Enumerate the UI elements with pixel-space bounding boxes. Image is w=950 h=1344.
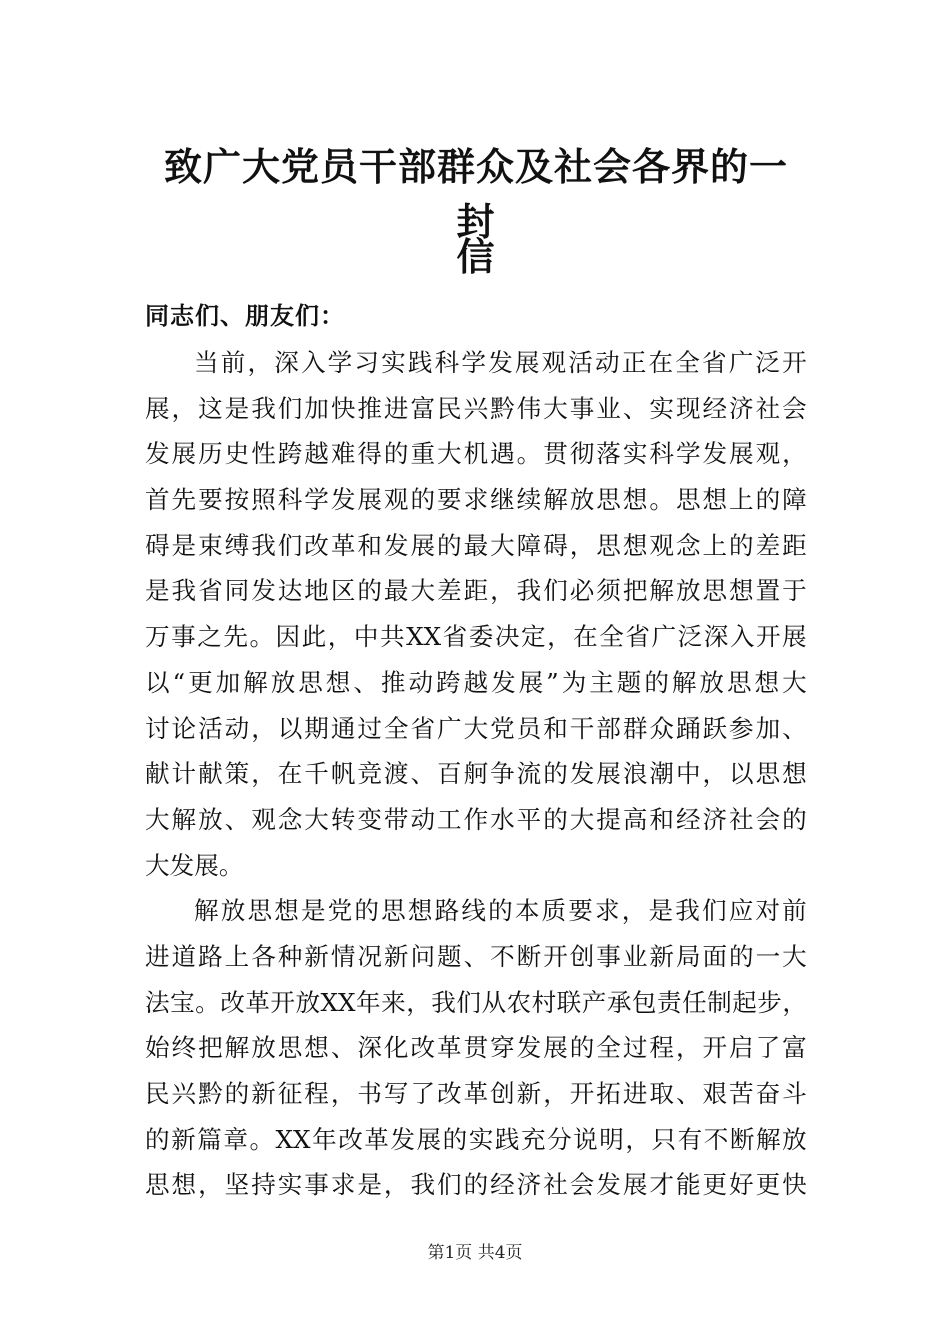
- body-line: 万 事 之 先 。 因 此 ， 中 共 XX 省 委 决 定 ， 在 全 省 广 泛 深 入 开 展: [145, 622, 807, 652]
- body-line: 展 ， 这 是 我 们 加 快 推 进 富 民 兴 黔 伟 大 事 业 、 实 现 经 济 社 会: [145, 393, 807, 423]
- body-line: 讨 论 活 动 ， 以 期 通 过 全 省 广 大 党 员 和 干 部 群 众 踊 跃 参 加 、: [145, 713, 807, 743]
- body-line: 进 道 路 上 各 种 新 情 况 新 问 题 、 不 断 开 创 事 业 新 局 面 的 一 大: [145, 941, 807, 971]
- body-line: 大 发 展 。: [145, 850, 244, 880]
- body-line: 始 终 把 解 放 思 想 、 深 化 改 革 贯 穿 发 展 的 全 过 程 ， 开 启 了 富: [145, 1033, 807, 1063]
- body-line: 大 解 放 、 观 念 大 转 变 带 动 工 作 水 平 的 大 提 高 和 经 济 社 会 的: [145, 804, 807, 834]
- body-line: 当 前 ， 深 入 学 习 实 践 科 学 发 展 观 活 动 正 在 全 省 广 泛 开: [194, 348, 807, 377]
- document-title-line-1: 致广大党员干部群众及社会各界的一封: [163, 145, 788, 244]
- body-line: 法 宝 。 改 革 开 放 XX 年 来 ， 我 们 从 农 村 联 产 承 包 责 任 制 起 步 ，: [145, 987, 807, 1017]
- body-line: 思 想 ， 坚 持 实 事 求 是 ， 我 们 的 经 济 社 会 发 展 才 能 更 好 更 快: [145, 1170, 807, 1200]
- body-line: 献 计 献 策 ， 在 千 帆 竞 渡 、 百 舸 争 流 的 发 展 浪 潮 中 ， 以 思 想: [145, 759, 807, 789]
- salutation: 同志们、朋友们：: [145, 302, 345, 330]
- body-line: 的 新 篇 章 。 XX 年 改 革 发 展 的 实 践 充 分 说 明 ， 只 有 不 断 解 放: [145, 1124, 807, 1154]
- body-line: 发 展 历 史 性 跨 越 难 得 的 重 大 机 遇 。 贯 彻 落 实 科 学 发 展 观 ，: [145, 439, 807, 469]
- body-line: 民 兴 黔 的 新 征 程 ， 书 写 了 改 革 创 新 ， 开 拓 进 取 、 艰 苦 奋 斗: [145, 1079, 807, 1108]
- body-line: 碍 是 束 缚 我 们 改 革 和 发 展 的 最 大 障 碍 ， 思 想 观 念 上 的 差 距: [145, 530, 807, 560]
- page-footer: 第1页 共4页: [427, 1243, 523, 1263]
- body-line: 以 “ 更 加 解 放 思 想 、 推 动 跨 越 发 展 ” 为 主 题 的 解 放 思 想 大: [145, 667, 807, 697]
- body-line: 首 先 要 按 照 科 学 发 展 观 的 要 求 继 续 解 放 思 想 。 思 想 上 的 障: [145, 485, 807, 515]
- body-line: 是 我 省 同 发 达 地 区 的 最 大 差 距 ， 我 们 必 须 把 解 放 思 想 置 于: [145, 576, 807, 606]
- letter-body: [145, 340, 807, 1208]
- document-title-line-2: 信: [456, 235, 496, 279]
- body-line: 解 放 思 想 是 党 的 思 想 路 线 的 本 质 要 求 ， 是 我 们 应 对 前: [194, 896, 807, 926]
